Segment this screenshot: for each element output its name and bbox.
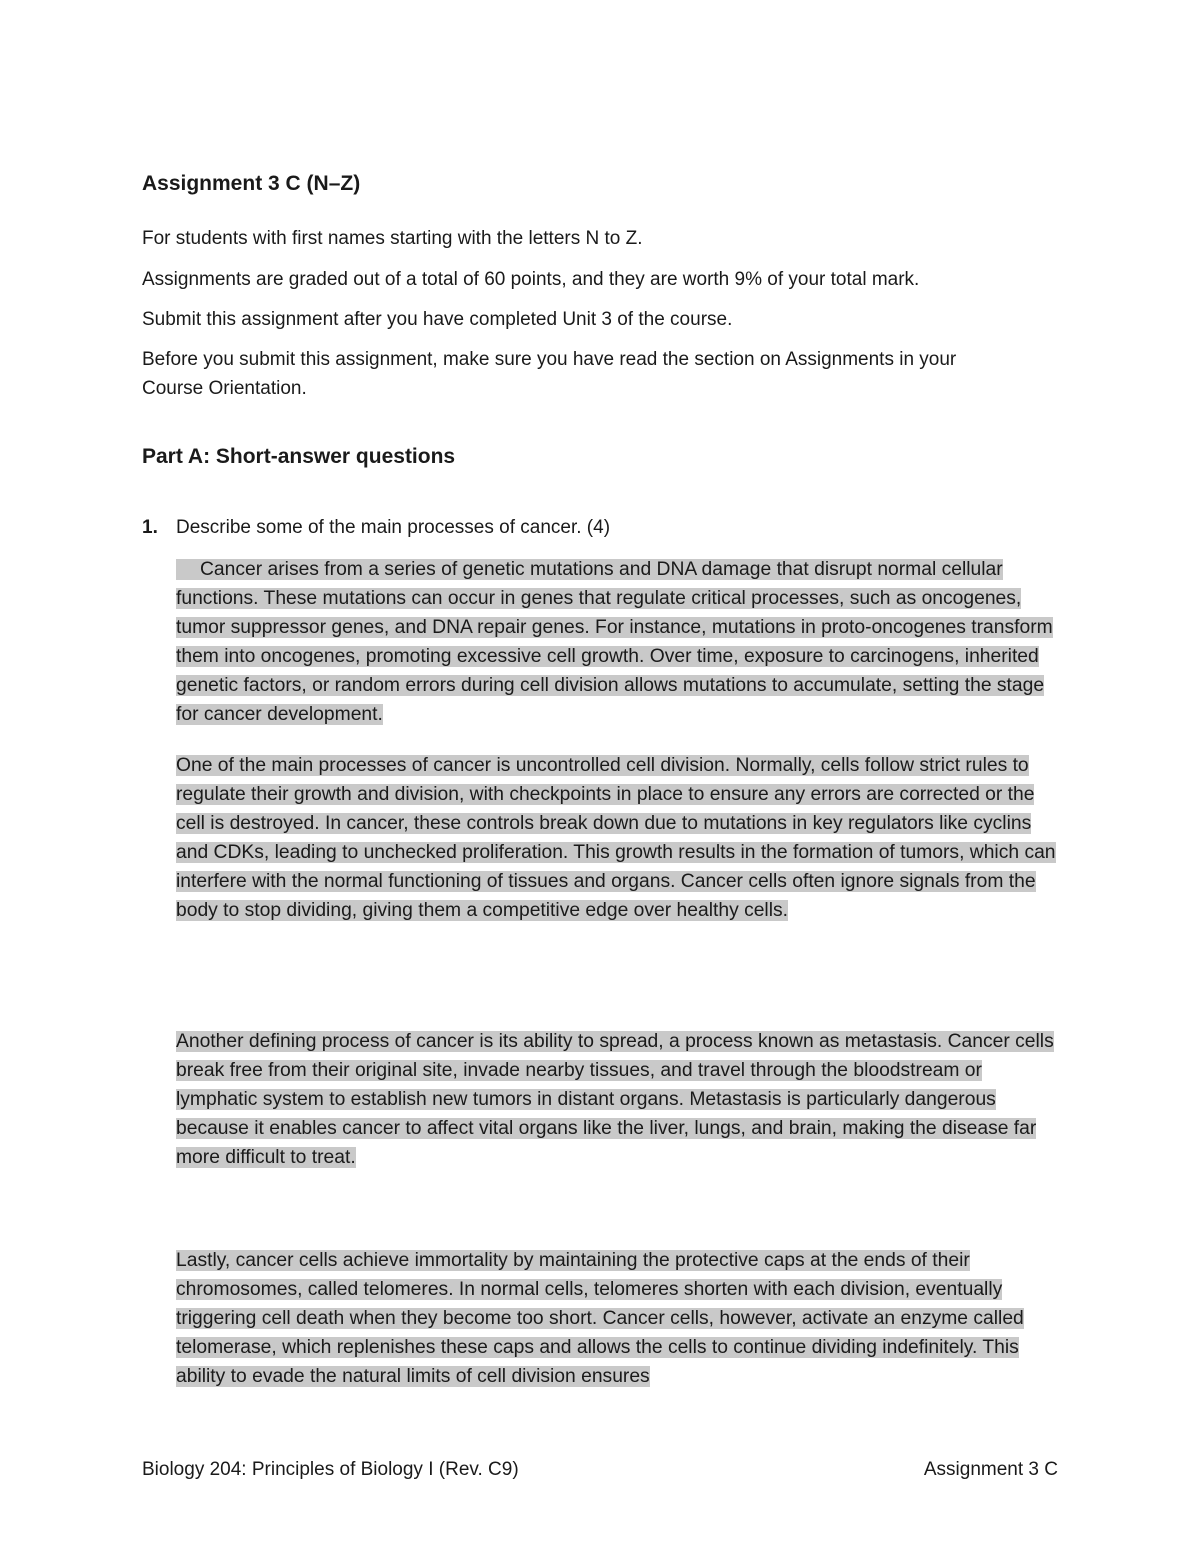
footer-course: Biology 204: Principles of Biology I (Rev. C9)	[142, 1459, 519, 1480]
intro-eligibility: For students with first names starting with the letters N to Z.	[142, 228, 643, 249]
question-text: Describe some of the main processes of cancer. (4)	[176, 517, 611, 538]
answer-text-3: Another defining process of cancer is its ability to spread, a process known as metastasis. Cancer cells break free from their original site, invade nearby tissues, and travel through the bloodstream or lymphatic system to establish new tumors in distant organs. Metastasis is particularly dangerous because it enables cancer to affect vital organs like the liver, lungs, and brain, making the disease far more difficult to treat.	[176, 1031, 1054, 1168]
footer-assignment: Assignment 3 C	[923, 1459, 1058, 1480]
answer-paragraph-2[interactable]	[176, 751, 1062, 925]
assignment-title: Assignment 3 C (N–Z)	[142, 172, 361, 195]
intro-submission: Submit this assignment after you have completed Unit 3 of the course.	[142, 309, 733, 330]
answer-paragraph-4[interactable]	[176, 1246, 1062, 1391]
intro-grading: Assignments are graded out of a total of 60 points, and they are worth 9% of your total mark.	[142, 269, 920, 290]
intro-orientation: Before you submit this assignment, make sure you have read the section on Assignments in your Course Orientation.	[142, 349, 957, 399]
question-1	[142, 514, 610, 542]
question-number: 1.	[142, 517, 158, 538]
section-heading: Part A: Short-answer questions	[142, 445, 456, 468]
answer-text-1: Cancer arises from a series of genetic mutations and DNA damage that disrupt normal cellular functions. These mutations can occur in genes that regulate critical processes, such as oncogenes, tumor suppressor genes, and DNA repair genes. For instance, mutations in proto-oncogenes transform them into oncogenes, promoting excessive cell growth. Over time, exposure to carcinogens, inherited genetic factors, or random errors during cell division allows mutations to accumulate, setting the stage for cancer development.	[176, 559, 1053, 725]
answer-text-4: Lastly, cancer cells achieve immortality by maintaining the protective caps at the ends of their chromosomes, called telomeres. In normal cells, telomeres shorten with each division, eventually triggering cell death when they become too short. Cancer cells, however, activate an enzyme called telomerase, which replenishes these caps and allows the cells to continue dividing indefinitely. This ability to evade the natural limits of cell division ensures	[176, 1250, 1024, 1387]
answer-text-2: One of the main processes of cancer is uncontrolled cell division. Normally, cells follow strict rules to regulate their growth and division, with checkpoints in place to ensure any errors are corrected or the cell is destroyed. In cancer, these controls break down due to mutations in key regulators like cyclins and CDKs, leading to unchecked proliferation. This growth results in the formation of tumors, which can interfere with the normal functioning of tissues and organs. Cancer cells often ignore signals from the body to stop dividing, giving them a competitive edge over healthy cells.	[176, 755, 1056, 921]
answer-paragraph-1[interactable]	[176, 555, 1062, 729]
answer-paragraph-3[interactable]	[176, 1027, 1062, 1172]
